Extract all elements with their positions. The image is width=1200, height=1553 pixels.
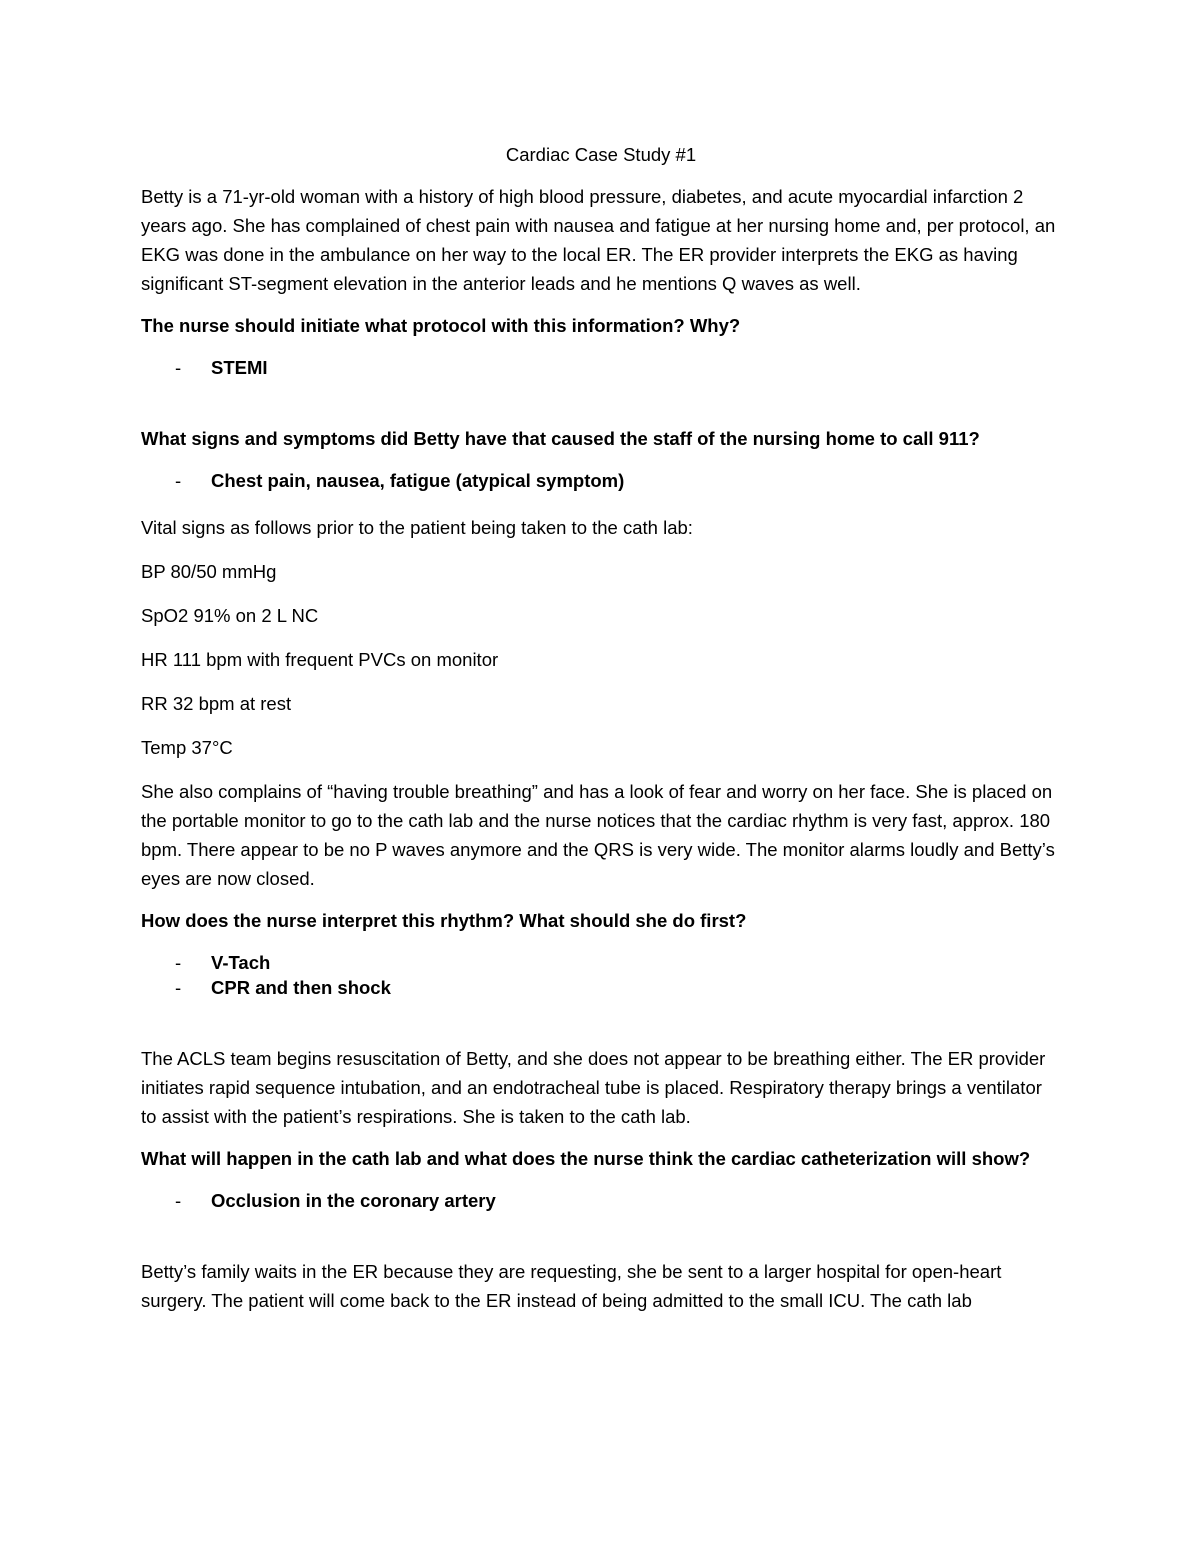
answer-list-4 bbox=[141, 1188, 1061, 1213]
bullet-dash: - bbox=[175, 470, 182, 491]
document-title: Cardiac Case Study #1 bbox=[505, 144, 697, 165]
answer-text: CPR and then shock bbox=[211, 977, 391, 998]
answer-list-3 bbox=[141, 950, 1061, 1000]
answer-text: Occlusion in the coronary artery bbox=[211, 1190, 496, 1211]
question-1: The nurse should initiate what protocol with this information? Why? bbox=[141, 315, 741, 336]
paragraph-2: She also complains of “having trouble breathing” and has a look of fear and worry on her face. She is placed on the portable monitor to go to the cath lab and the nurse notices that the cardiac rhythm is very fast, approx. 180 bpm. There appear to be no P waves anymore and the QRS is very wide. The monitor alarms loudly and Betty’s eyes are now closed. bbox=[141, 781, 1055, 889]
answer-text: STEMI bbox=[211, 357, 268, 378]
answer-item bbox=[141, 468, 1061, 493]
vital-hr: HR 111 bpm with frequent PVCs on monitor bbox=[141, 649, 499, 670]
answer-text: V-Tach bbox=[211, 952, 271, 973]
bullet-dash: - bbox=[175, 952, 182, 973]
answer-item bbox=[141, 975, 1061, 1000]
bullet-dash: - bbox=[175, 1190, 182, 1211]
question-3: How does the nurse interpret this rhythm? What should she do first? bbox=[141, 910, 747, 931]
intro-paragraph: Betty is a 71-yr-old woman with a history of high blood pressure, diabetes, and acute myocardial infarction 2 years ago. She has complained of chest pain with nausea and fatigue at her nursing home and, per protocol, an EKG was done in the ambulance on her way to the local ER. The ER provider interprets the EKG as having significant ST-segment elevation in the anterior leads and he mentions Q waves as well. bbox=[141, 186, 1056, 294]
vitals-intro: Vital signs as follows prior to the patient being taken to the cath lab: bbox=[141, 517, 693, 538]
answer-list-1 bbox=[141, 355, 1061, 380]
paragraph-4: Betty’s family waits in the ER because they are requesting, she be sent to a larger hospital for open-heart surgery. The patient will come back to the ER instead of being admitted to the small ICU. The cath lab bbox=[141, 1261, 1002, 1311]
paragraph-3: The ACLS team begins resuscitation of Betty, and she does not appear to be breathing either. The ER provider initiates rapid sequence intubation, and an endotracheal tube is placed. Respiratory therapy brings a ventilator to assist with the patient’s respirations. She is taken to the cath lab. bbox=[141, 1048, 1046, 1127]
vital-spo2: SpO2 91% on 2 L NC bbox=[141, 605, 319, 626]
vital-bp: BP 80/50 mmHg bbox=[141, 561, 277, 582]
answer-item bbox=[141, 355, 1061, 380]
document-body bbox=[141, 140, 1061, 1328]
answer-item bbox=[141, 1188, 1061, 1213]
answer-text: Chest pain, nausea, fatigue (atypical symptom) bbox=[211, 470, 625, 491]
answer-list-2 bbox=[141, 468, 1061, 493]
question-2: What signs and symptoms did Betty have that caused the staff of the nursing home to call 911? bbox=[141, 428, 980, 449]
bullet-dash: - bbox=[175, 357, 182, 378]
bullet-dash: - bbox=[175, 977, 182, 998]
question-4: What will happen in the cath lab and what does the nurse think the cardiac catheterization will show? bbox=[141, 1148, 1031, 1169]
answer-item bbox=[141, 950, 1061, 975]
vital-temp: Temp 37°C bbox=[141, 737, 233, 758]
vital-rr: RR 32 bpm at rest bbox=[141, 693, 292, 714]
